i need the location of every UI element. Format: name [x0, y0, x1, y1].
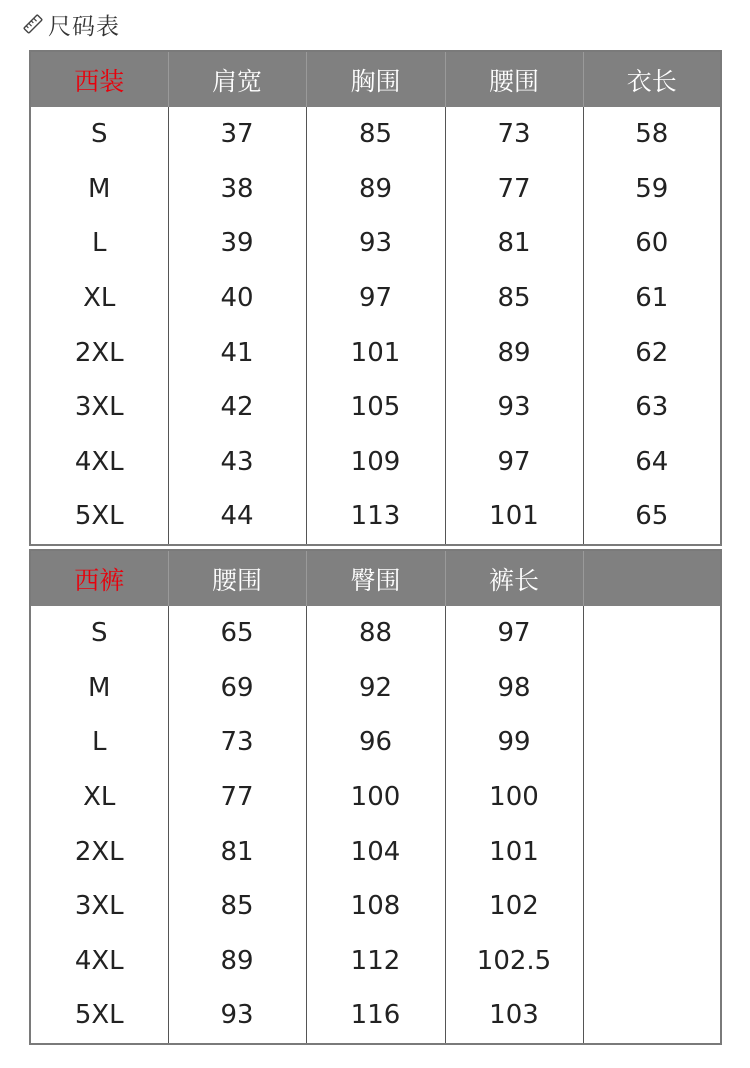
size-cell: 2XL: [30, 325, 168, 380]
column-header: 臀围: [306, 550, 445, 606]
suit-size-table: [29, 50, 722, 546]
table-cell: 73: [445, 107, 583, 162]
column-header: 裤长: [445, 550, 583, 606]
table-cell: 85: [168, 879, 306, 934]
table-cell: [583, 606, 721, 661]
table-cell: 108: [306, 879, 445, 934]
table-cell: 85: [445, 271, 583, 326]
table-row: [30, 988, 721, 1044]
table-row: [30, 715, 721, 770]
table-cell: 88: [306, 606, 445, 661]
page-header: [22, 10, 120, 38]
table-cell: 65: [583, 489, 721, 545]
table-row: [30, 770, 721, 825]
table-cell: 101: [445, 824, 583, 879]
table-cell: 40: [168, 271, 306, 326]
table-cell: 60: [583, 216, 721, 271]
table-cell: 69: [168, 661, 306, 716]
pants-header-row: [30, 550, 721, 606]
column-header: 胸围: [306, 51, 445, 107]
table-cell: 41: [168, 325, 306, 380]
table-cell: 97: [445, 606, 583, 661]
size-cell: 4XL: [30, 934, 168, 989]
column-header: 腰围: [445, 51, 583, 107]
table-cell: 104: [306, 824, 445, 879]
table-cell: 93: [168, 988, 306, 1044]
column-header: 腰围: [168, 550, 306, 606]
table-cell: 89: [445, 325, 583, 380]
size-cell: M: [30, 661, 168, 716]
column-header: 肩宽: [168, 51, 306, 107]
table-row: [30, 879, 721, 934]
page-title: 尺码表: [48, 13, 120, 40]
table-cell: [583, 988, 721, 1044]
table-cell: [583, 661, 721, 716]
table-cell: 96: [306, 715, 445, 770]
table-cell: 77: [445, 162, 583, 217]
table-row: [30, 107, 721, 162]
table-cell: [583, 715, 721, 770]
table-cell: 85: [306, 107, 445, 162]
table-cell: 61: [583, 271, 721, 326]
pants-size-table: [29, 549, 722, 1045]
size-cell: M: [30, 162, 168, 217]
size-cell: 2XL: [30, 824, 168, 879]
table-cell: 103: [445, 988, 583, 1044]
table-cell: 97: [306, 271, 445, 326]
table-cell: 38: [168, 162, 306, 217]
table-row: [30, 606, 721, 661]
size-cell: XL: [30, 770, 168, 825]
table-cell: 77: [168, 770, 306, 825]
table-cell: 39: [168, 216, 306, 271]
ruler-icon: [22, 13, 44, 35]
table-cell: 89: [306, 162, 445, 217]
table-cell: 37: [168, 107, 306, 162]
table-cell: 109: [306, 435, 445, 490]
table-row: [30, 661, 721, 716]
size-cell: 5XL: [30, 489, 168, 545]
table-cell: 100: [445, 770, 583, 825]
table-row: [30, 934, 721, 989]
table-cell: 105: [306, 380, 445, 435]
suit-category-label: 西装: [30, 51, 168, 107]
column-header: 衣长: [583, 51, 721, 107]
table-row: [30, 380, 721, 435]
table-cell: 58: [583, 107, 721, 162]
table-row: [30, 162, 721, 217]
table-cell: [583, 824, 721, 879]
table-cell: 62: [583, 325, 721, 380]
size-cell: S: [30, 606, 168, 661]
table-cell: [583, 770, 721, 825]
table-cell: 43: [168, 435, 306, 490]
table-cell: 100: [306, 770, 445, 825]
table-cell: 89: [168, 934, 306, 989]
size-cell: 3XL: [30, 879, 168, 934]
table-row: [30, 216, 721, 271]
table-row: [30, 435, 721, 490]
suit-header-row: [30, 51, 721, 107]
table-cell: 102.5: [445, 934, 583, 989]
table-row: [30, 489, 721, 545]
table-cell: 101: [306, 325, 445, 380]
table-cell: 92: [306, 661, 445, 716]
table-cell: 73: [168, 715, 306, 770]
table-cell: 59: [583, 162, 721, 217]
table-cell: [583, 934, 721, 989]
table-cell: 116: [306, 988, 445, 1044]
table-row: [30, 824, 721, 879]
table-cell: [583, 879, 721, 934]
table-cell: 64: [583, 435, 721, 490]
column-header: [583, 550, 721, 606]
table-cell: 93: [306, 216, 445, 271]
table-cell: 97: [445, 435, 583, 490]
table-row: [30, 271, 721, 326]
table-cell: 113: [306, 489, 445, 545]
size-cell: S: [30, 107, 168, 162]
table-cell: 101: [445, 489, 583, 545]
table-cell: 81: [445, 216, 583, 271]
size-cell: 4XL: [30, 435, 168, 490]
table-cell: 99: [445, 715, 583, 770]
table-cell: 93: [445, 380, 583, 435]
size-cell: XL: [30, 271, 168, 326]
table-cell: 65: [168, 606, 306, 661]
table-cell: 98: [445, 661, 583, 716]
size-cell: L: [30, 216, 168, 271]
table-cell: 44: [168, 489, 306, 545]
pants-category-label: 西裤: [30, 550, 168, 606]
table-cell: 63: [583, 380, 721, 435]
table-cell: 42: [168, 380, 306, 435]
size-cell: 3XL: [30, 380, 168, 435]
table-cell: 102: [445, 879, 583, 934]
size-cell: L: [30, 715, 168, 770]
table-row: [30, 325, 721, 380]
size-cell: 5XL: [30, 988, 168, 1044]
table-cell: 112: [306, 934, 445, 989]
table-cell: 81: [168, 824, 306, 879]
